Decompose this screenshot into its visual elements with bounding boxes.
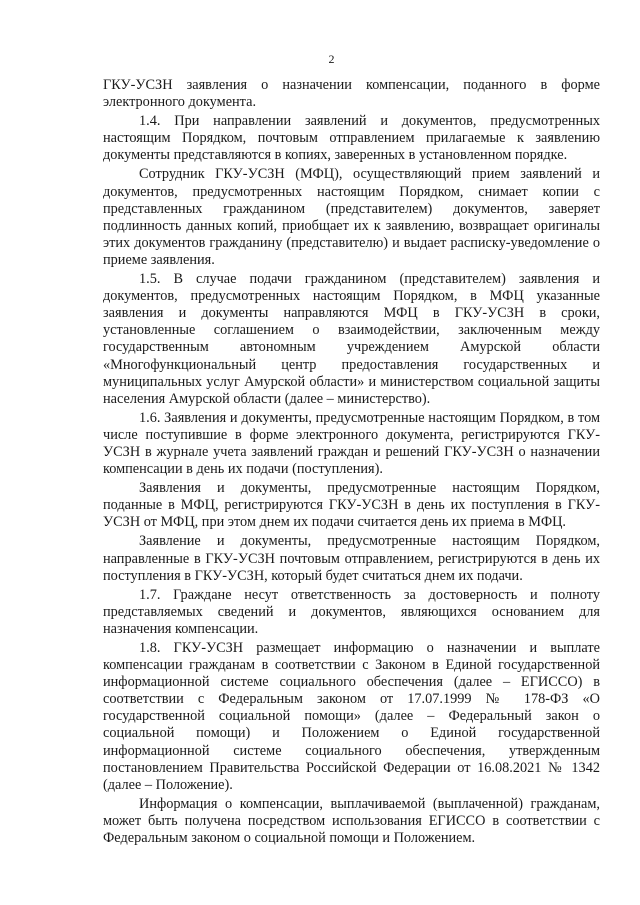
paragraph-mfc-registration: Заявления и документы, предусмотренные настоящим Порядком, поданные в МФЦ, регистрируются ГКУ-УСЗН в день их поступления в ГКУ-УСЗН от МФЦ, при этом днем их подачи считается день их приема в МФЦ.	[103, 480, 600, 531]
paragraph-1-6: 1.6. Заявления и документы, предусмотренные настоящим Порядком, в том числе поступившие в форме электронного документа, регистрируются ГКУ-УСЗН в журнале учета заявлений граждан и решений ГКУ-УСЗН о назначении компенсации в день их подачи (поступления).	[103, 409, 600, 478]
paragraph-1-5: 1.5. В случае подачи гражданином (представителем) заявления и документов, предусмотренных настоящим Порядком, в МФЦ указанные заявления и документы направляются МФЦ в ГКУ-УСЗН в сроки, установленные соглашением о взаимодействии, заключенным между государственным автономным учреждением Амурской области «Многофункциональный центр предоставления государственных и муниципальных услуг Амурской области» и министерством социальной защиты населения Амурской области (далее – министерство).	[103, 271, 600, 407]
paragraph-continuation: ГКУ-УСЗН заявления о назначении компенсации, поданного в форме электронного документа.	[103, 77, 600, 111]
paragraph-1-7: 1.7. Граждане несут ответственность за достоверность и полноту представляемых сведений и документов, являющихся основанием для назначения компенсации.	[103, 586, 600, 637]
paragraph-egisso-info: Информация о компенсации, выплачиваемой (выплаченной) гражданам, может быть получена посредством использования ЕГИССО в соответствии с Федеральным законом о социальной помощи и Положением.	[103, 795, 600, 847]
paragraph-postal-registration: Заявление и документы, предусмотренные настоящим Порядком, направленные в ГКУ-УСЗН почтовым отправлением, регистрируются в день их поступления в ГКУ-УСЗН, который будет считаться днем их подачи.	[103, 533, 600, 584]
paragraph-mfc-employee: Сотрудник ГКУ-УСЗН (МФЦ), осуществляющий прием заявлений и документов, предусмотренных настоящим Порядком, снимает копии с представленных гражданином (представителем) документов, заверяет подлинность данных копий, приобщает их к заявлению, возвращает оригиналы этих документов гражданину (представителю) и выдает расписку-уведомление о приеме заявления.	[103, 166, 600, 268]
paragraph-1-8: 1.8. ГКУ-УСЗН размещает информацию о назначении и выплате компенсации гражданам в соответствии с Законом в Единой государственной информационной системе социального обеспечения (далее – ЕГИССО) в соответствии с Федеральным законом от 17.07.1999 № 178-ФЗ «О государственной социальной помощи» (далее – Федеральный закон о социальной помощи) и Положением о Единой государственной информационной системе социального обеспечения, утвержденным постановлением Правительства Российской Федерации от 16.08.2021 № 1342 (далее – Положение).	[103, 640, 600, 793]
paragraph-1-4: 1.4. При направлении заявлений и документов, предусмотренных настоящим Порядком, почтовым отправлением прилагаемые к заявлению документы представляются в копиях, заверенных в установленном порядке.	[103, 113, 600, 164]
page-number: 2	[328, 52, 335, 66]
